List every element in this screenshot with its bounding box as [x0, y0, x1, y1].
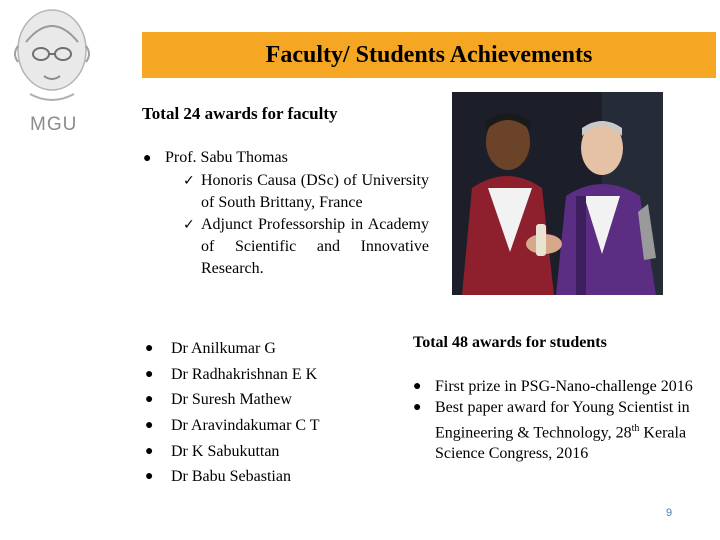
student-awards-list: [413, 376, 713, 464]
achievement-item: [183, 214, 429, 280]
bullet-icon: ●: [145, 340, 154, 356]
faculty-name: Dr Anilkumar G: [171, 339, 276, 357]
student-award-main: Best paper award for Young Scientist in Engineering & Technology,: [435, 399, 690, 442]
featured-faculty: [143, 147, 429, 280]
achievement-text: Adjunct Professorship in Academy of Scientific and Innovative Research.: [201, 216, 429, 277]
list-item: [145, 464, 320, 490]
student-award-suffix: Kerala Science Congress, 2016: [435, 424, 687, 463]
faculty-name: Dr Suresh Mathew: [171, 391, 292, 409]
logo-text: MGU: [30, 114, 78, 135]
achievement-text: Honoris Causa (DSc) of University of South Brittany, France: [201, 172, 429, 211]
bullet-icon: ●: [145, 366, 154, 382]
university-logo: [0, 0, 104, 140]
faculty-awards-total: Total 24 awards for faculty: [142, 104, 338, 123]
title-bar: [142, 32, 716, 78]
list-item: [413, 397, 713, 464]
student-award-text: [435, 397, 713, 464]
bullet-icon: ●: [143, 151, 152, 166]
achievement-item: [183, 170, 429, 214]
award-ceremony-photo: [452, 92, 663, 295]
list-item: [145, 336, 320, 362]
page-title: Faculty/ Students Achievements: [265, 41, 593, 68]
bullet-icon: ●: [413, 379, 422, 394]
gandhi-portrait-logo-icon: [4, 2, 100, 112]
featured-faculty-name: Prof. Sabu Thomas: [165, 149, 288, 166]
bullet-icon: ●: [145, 417, 154, 433]
faculty-name: Dr K Sabukuttan: [171, 442, 280, 460]
ordinal-suffix: th: [631, 423, 640, 434]
featured-faculty-name-row: [143, 147, 429, 170]
checkmark-icon: ✓: [183, 217, 195, 233]
faculty-name: Dr Aravindakumar C T: [171, 416, 320, 434]
student-awards-total: Total 48 awards for students: [413, 334, 607, 351]
faculty-name: Dr Radhakrishnan E K: [171, 365, 318, 383]
list-item: [145, 362, 320, 388]
checkmark-icon: ✓: [183, 173, 195, 189]
student-award-text: First prize in PSG-Nano-challenge 2016: [435, 378, 693, 395]
faculty-name: Dr Babu Sebastian: [171, 468, 291, 486]
bullet-icon: ●: [145, 443, 154, 459]
bullet-icon: ●: [145, 469, 154, 485]
bullet-icon: ●: [413, 400, 422, 415]
list-item: [145, 413, 320, 439]
bullet-icon: ●: [145, 392, 154, 408]
list-item: [413, 376, 713, 397]
award-ceremony-photo-icon: [452, 92, 663, 295]
list-item: [145, 387, 320, 413]
list-item: [145, 439, 320, 465]
page-number: 9: [666, 507, 673, 519]
ordinal-number: 28: [615, 424, 632, 442]
faculty-awardee-list: [145, 336, 320, 490]
